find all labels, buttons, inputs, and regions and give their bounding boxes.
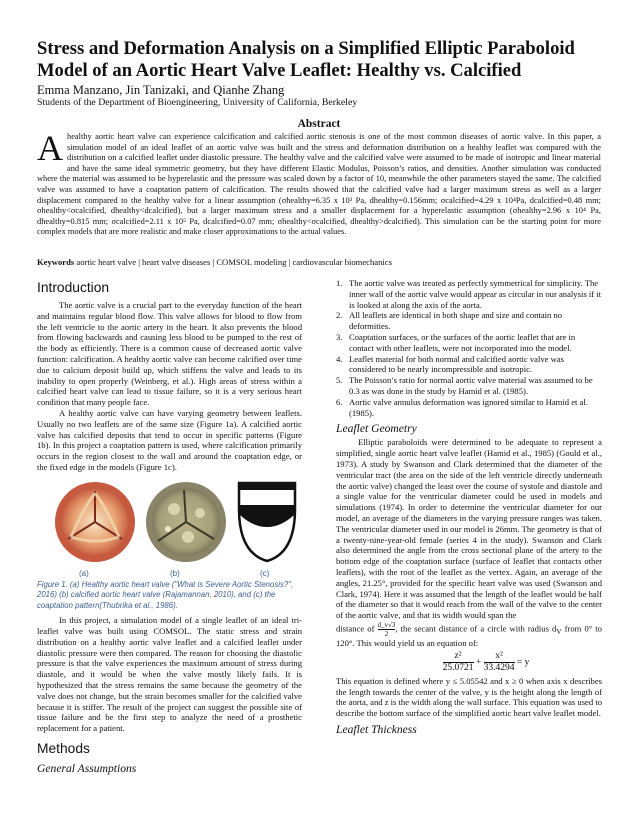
general-assumptions-heading: General Assumptions (37, 762, 137, 776)
leaflet-thickness-heading: Leaflet Thickness (336, 722, 417, 736)
figure-1 (37, 479, 302, 569)
intro-paragraph-1: The aortic valve is a crucial part to the everyday function of the heart and maintains regular blood flow. This valve allows for blood to flow from the left ventricle to the aortic artery in the heart. It also prevents the blood from flowing backwards and causing less blood to be pumped to the rest of the body as efficiently. There is a common cause of decreased aortic valve function: calcification. A healthy aortic valve can become calcified over time due to calcium deposit build up, which stiffens the valve and leads to its inability to open properly (Weinberg, et al.). High areas of stress within a calcified heart valve can lead to tissue failure, so it is a very serious heart condition that many people face. (37, 300, 302, 408)
right-column (336, 278, 602, 738)
figure-label-c: (c) (260, 568, 270, 578)
figure-label-a: (a) (79, 568, 89, 578)
keywords (37, 257, 601, 268)
keywords-text: aortic heart valve | heart valve diseases | COMSOL modeling | cardiovascular biomechanics (74, 257, 392, 267)
abstract-results: (σhealthy=6.35 x 10³ Pa, dhealthy=0.156mm; σcalcified=4.29 x 10⁴Pa, dcalcified=0.48 mm; σhealthy<σcalcified, dhealthy<dcalcified), but a larger maximum stress and a smaller displacement for a hyperelastic assumption (σhealthy=2.96 x 10⁴ Pa, dhealthy=0.815 mm; σcalcified=2.11 x 10⁵ Pa, dcalcified=0.07 mm; σhealthy<σcalcified, dhealthy>dcalcified). This simulation can be the starting point for more complex models that are more realistic and make closer approximations to the actual values. (37, 195, 602, 237)
abstract-text: healthy aortic heart valve can experience calcification and calcified aortic stenosis is one of the most common diseases of aortic valve. In this paper, a simulation model of an ideal leaflet of an aortic valve was built and the stress and deformation distribution on a healthy leaflet was compared with the distribution on a calcified leaflet under diastolic pressure. The healthy valve and the calcified valve were assumed to be made of isotropic and linear material and have the same ideal symmetric geometry, but they have different Elastic Modulus, Poisson’s ratios, and densities. Another simulation was conducted where the material was assumed to be hyperelastic and the pressure was scaled down by a factor of 10, meanwhile the other parameters stayed the same. The calcified valve was assumed to have a coaptation pattern of calcification. The results showed that the calcified valve had a larger maximum stress as well as a larger displacement compared to the healthy valve for a linear assumption (37, 132, 601, 205)
list-item: 6. Aortic valve annulus deformation was ignored similar to Hamid et al. (1985). (336, 396, 588, 418)
coaptation-pattern-image (235, 479, 299, 565)
calcified-valve-image (144, 479, 228, 565)
geometry-paragraph-2: distance of $\frac{d\_v√3}{2}$ , the secant distance of a circle with radius $d_V$ from 0° to 120°. This would yield us an equation of: (336, 620, 602, 648)
figure-caption: Figure 1. (a) Healthy aortic heart valve ("What is Severe Aortic Stenosis?", 2016) (b) calcified aortic heart valve (Rajamannan, 2010), and (c) the coaptation pattern(Thubrika et al., 1986). (37, 579, 294, 610)
list-item: 3. Coaptation surfaces, or the surfaces of the aortic leaflet that are in contact with other leaflets, were not incorporated into the model. (336, 331, 576, 353)
leaflet-geometry-heading: Leaflet Geometry (336, 422, 417, 436)
assumptions-list (336, 278, 602, 418)
list-item: 5. The Poisson’s ratio for normal aortic valve material was assumed to be 0.3 as was done in the study by Hamid et al. (1985). (336, 375, 593, 396)
inline-fraction: $\frac{d\_v√3}{2}$ (377, 620, 396, 638)
geometry-paragraph-3: This equation is defined where y ≤ 5.05542 and x ≥ 0 when axis x describes the length towards the center of the valve, y is the height along the length of the aorta, and z is the width along the wall surface. This equation was used to describe the bottom surface of the simplified aortic heart valve leaflet model. (336, 675, 602, 719)
ellipse-equation: $\frac{\text{z²}}{25.0721}$ + $\frac{\text{x²}}{33.4294}$ = y (442, 650, 530, 673)
methods-heading: Methods (37, 741, 90, 757)
drop-cap: A (37, 128, 63, 168)
paper-title: Stress and Deformation Analysis on a Simplified Elliptic Paraboloid Model of an Aortic Heart Valve Leaflet: Healthy vs. Calcified (37, 38, 575, 81)
intro-paragraph-2: A healthy aortic valve can have varying geometry between leaflets. Usually no two leaflets are of the same size (Figure 1a). A calcified aortic valve has calcified deposits that tend to occur in specific patterns (Figure 1b). In this project a coaptation pattern is used, where calcification primarily occurs in the region closest to the wall and around the coaptation edge, or the fixed edge in the models (Figure 1c). (37, 407, 302, 472)
intro-paragraph-3: In this project, a simulation model of a single leaflet of an ideal tri-leaflet valve was built using COMSOL. The static stress and strain distribution on a healthy aortic valve leaflet and a calcified leaflet under diastolic pressure were then compared. The reason for choosing the diastolic pressure is that the valve experiences the maximum amount of stress during diastole, and it would be when the valve mostly likely fails. It is hypothesized that the stress remains the same because the geometry of the valve does not change, but the strain becomes smaller for the calcified valve because it is stiffer. The result of the project can suggest the possible site of tissue failure and be the first step to analyze the need of a prosthetic replacement for a patient. (37, 615, 302, 734)
affiliation: Students of the Department of Bioengineering, University of California, Berkeley (37, 97, 358, 108)
figure-labels (37, 569, 302, 580)
healthy-valve-image (53, 479, 137, 565)
geometry-paragraph-1: Elliptic paraboloids were determined to be adequate to represent a simplified, single aortic heart valve leaflet (Hamid et al., 1985) (Gould et al., 1973). A study by Swanson and Clark determined that the diameter of the ventricular tract (the area on the side of the left ventricle directly underneath the aortic valve) changed the least over the course of systole and diastole and a single value for the ventricular diameter could be used in models and simulations (1974). In order to determine the ventricular diameter for our model, an average of the diameters in the varying pressure ranges was taken. The ventricular diameter used in our model is 26mm. The geometry is that of a twenty-nine-year-old female (series 4 in the study). Swanson and Clark also determined the angle from the cross sectional plane of the artery to the bottom edge of the coaptation surface (surface of leaflet that contacts other leaflets), with the root of the leaflet as the vertex. Again, an average of the angles, 21.25°, provided for the specific heart valve was used (Swanson and Clark, 1974). Here it was assumed that the length of the leaflet would be half of the diameter so that it would reach from the wall of the valve to the center of the aortic valve, and that its width would span the (336, 437, 602, 621)
keywords-label: Keywords (37, 257, 75, 267)
authors: Emma Manzano, Jin Tanizaki, and Qianhe Zhang (37, 83, 285, 97)
left-column (37, 279, 302, 777)
abstract-body (37, 128, 602, 238)
abstract-heading: Abstract (297, 118, 341, 130)
figure-label-b: (b) (170, 568, 180, 578)
list-item: 2. All leaflets are identical in both shape and size and contain no deformities. (336, 310, 563, 332)
list-item: 1. The aortic valve was treated as perfectly symmetrical for simplicity. The inner wall of the aortic valve would appear as circular in our analysis if it is looked at along the axis of the aorta. (336, 278, 601, 310)
list-item: 4. Leaflet material for both normal and calcified aortic valve was considered to be nearly incompressible and isotropic. (336, 353, 564, 375)
introduction-heading: Introduction (37, 280, 110, 295)
